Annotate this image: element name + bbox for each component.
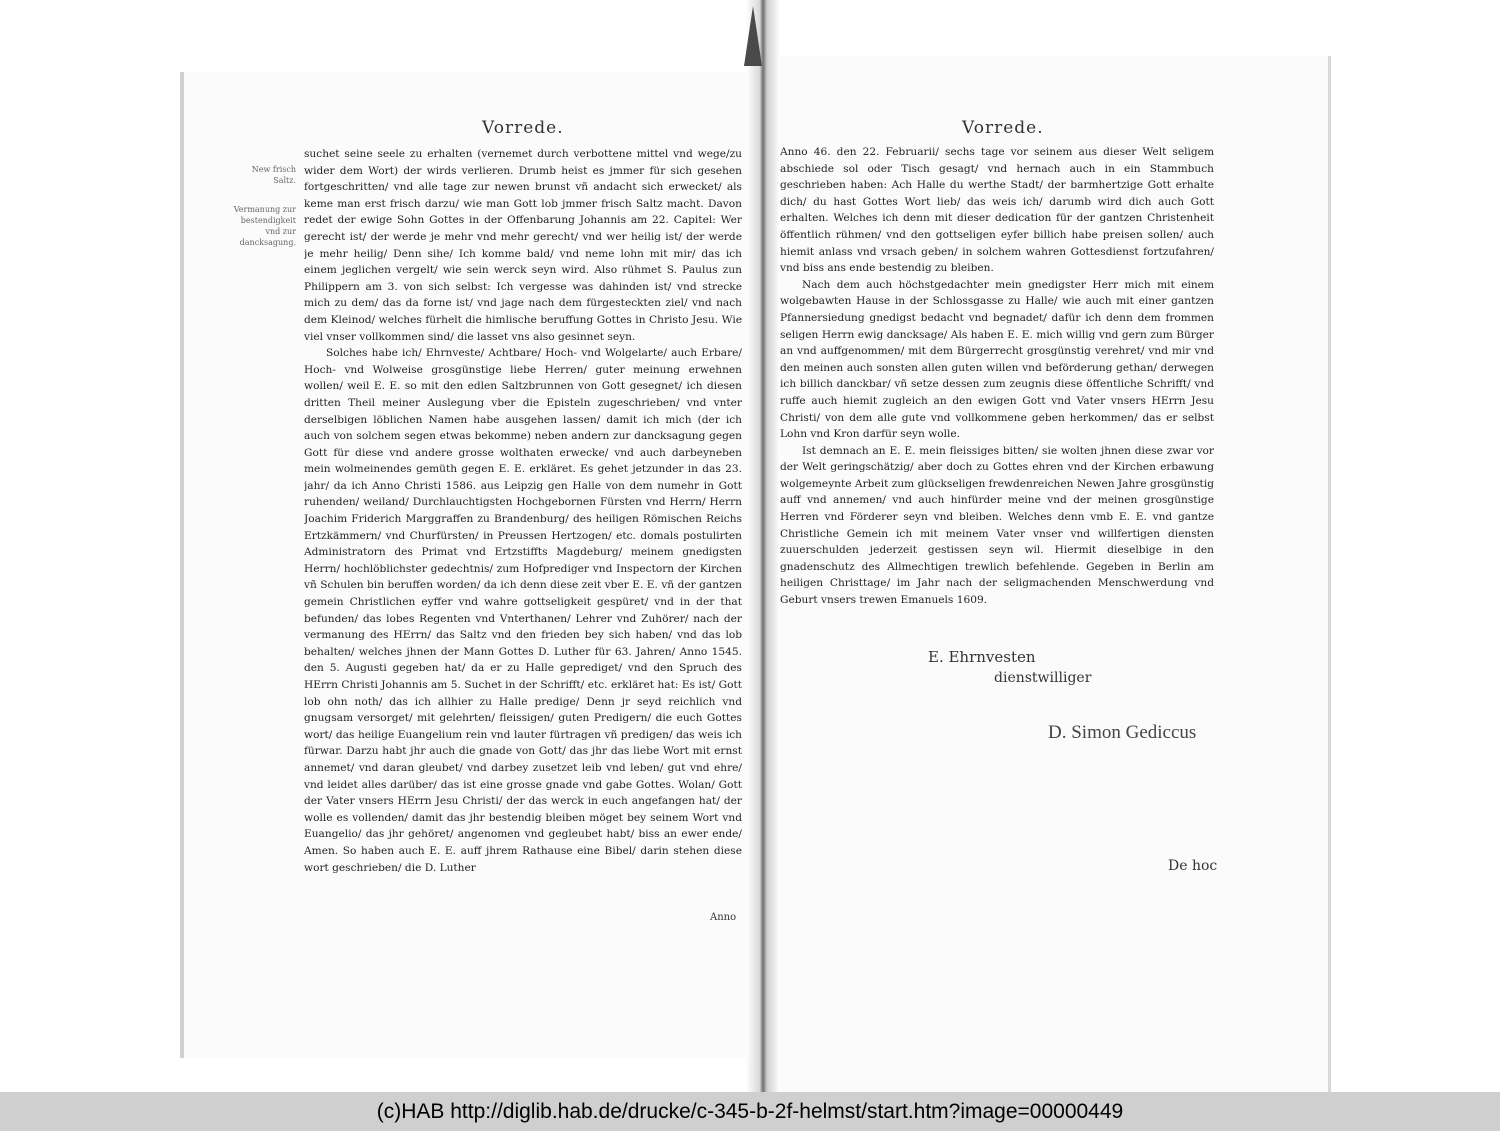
left-paragraph-1: suchet seine seele zu erhalten (vernemet durch verbottene mittel vnd wege/zu wider dem Wort) der wirds verlieren. Drumb heist es jmmer für sich gesehen fortgeschritten/ vnd alle tage zur newen brunst vñ andacht sich erwecket/ als keme man erst frisch darzu/ wie man Gott lob jmmer frisch Saltz macht. Davon redet der ewige Sohn Gottes in der Offenbarung Johannis am 22. Capitel: Wer gerecht ist/ der werde je mehr vnd mehr gerecht/ vnd wer heilig ist/ der werde je mehr heilig/ Denn sihe/ Ich komme bald/ vnd neme lohn mit mir/ das ich einem jeglichen vergelt/ wie sein werck seyn wird. Also rühmet S. Paulus zun Philippern am 3. von sich selbst: Ich vergesse was dahinden ist/ vnd strecke mich zu dem/ das da forne ist/ vnd jage nach dem fürgesteckten ziel/ vnd nach dem Kleinod/ welches fürhelt die himlische beruffung Gottes in Christo Jesu. Wie viel vnser vollkommen sind/ die lasset vns also gesinnet seyn. xyxy=(304,148,742,343)
author-signature: D. Simon Gediccus xyxy=(1048,722,1197,743)
right-paragraph-1: Anno 46. den 22. Februarii/ sechs tage vor seinem aus dieser Welt seligem abschiede sol oder Tisch gesagt/ vnd hernach auch in ein Stammbuch geschrieben haben: Ach Halle du werthe Stadt/ der barmhertzige Gott erhalte dich/ du hast Gottes Wort lieb/ das weis ich/ darumb wird dich auch Gott erhalten. Welches ich denn mit dieser dedication für der gantzen Christenheit öffentlich rühmen/ vnd den gottseligen eyfer billich habe preisen sollen/ auch hiemit anlass vnd vrsach geben/ in solchem wahren Gottesdienst fortzufahren/ vnd biss ans ende bestendig zu bleiben. xyxy=(780,146,1214,275)
left-running-head: Vorrede. xyxy=(482,118,564,138)
left-margin-notes xyxy=(232,164,296,266)
left-body-text xyxy=(304,146,742,936)
right-running-head: Vorrede. xyxy=(962,118,1044,138)
right-body-text xyxy=(780,144,1214,614)
book-gutter xyxy=(746,0,780,1092)
margin-note-salt: New frisch Saltz. xyxy=(251,165,296,185)
right-page xyxy=(780,56,1331,1096)
spine-tip xyxy=(744,6,762,66)
margin-note-admonition: Vermanung zur bestendigkeit vnd zur dancksagung. xyxy=(233,205,296,247)
source-footer: (c)HAB http://diglib.hab.de/drucke/c-345-b-2f-helmst/start.htm?image=00000449 xyxy=(0,1092,1500,1131)
closing-salutation: E. Ehrnvesten xyxy=(928,648,1036,666)
closing-servant: dienstwilliger xyxy=(994,670,1092,686)
left-catchword: Anno xyxy=(710,912,737,923)
left-paragraph-2: Solches habe ich/ Ehrnveste/ Achtbare/ Hoch- vnd Wolgelarte/ auch Erbare/ Hoch- vnd Wolweise grosgünstige liebe Herren/ guter meinung erwehnen wollen/ weil E. E. so mit den edlen Saltzbrunnen von Gott gesegnet/ ich diesen dritten Theil meiner Auslegung vber die Episteln zugeschrieben/ vnd vnter derselbigen löblichen Namen habe ausgehen lassen/ damit ich mich (der ich auch von solchem segen etwas bekomme) neben andern zur dancksagung gegen Gott für diese vnd andere grosse wolthaten erwecke/ vnd auch darbeyneben mein wolmeinendes gemüth gegen E. E. erkläret. Es gehet jetzunder in das 23. jahr/ da ich Anno Christi 1586. aus Leipzig gen Halle von dem numehr in Gott ruhenden/ weiland/ Durchlauchtigsten Hochgebornen Fürsten vnd Herrn/ Herrn Joachim Friderich Marggraffen zu Brandenburg/ des heiligen Römischen Reichs Ertzkämmern/ vnd Churfürsten/ in Preussen Hertzogen/ etc. domals postulirten Administratorn des Primat vnd Ertzstiffts Magdeburg/ meinem gnedigsten Herrn/ hochlöblichster gedechtnis/ zum Hofprediger vnd Inspectorn der Kirchen vñ Schulen bin beruffen worden/ da ich denn diese zeit vber E. E. vñ der gantzen gemein Christlichen eyffer vnd wahre gottseligkeit gespüret/ vnd in der that befunden/ das lobes Regenten vnd Vnterthanen/ Lehrer vnd Zuhörer/ nach der vermanung des HErrn/ das Saltz vnd den frieden bey sich haben/ vnd das lob behalten/ welches jhnen der Mann Gottes D. Luther für 63. Jahren/ Anno 1545. den 5. Augusti gegeben hat/ da er zu Halle geprediget/ vnd den Spruch des HErrn Christi Johannis am 5. Suchet in der Schrifft/ etc. erkläret hat: Es ist/ Gott lob ohn noth/ das ich allhier zu Halle predige/ Denn jr seyd reichlich vnd gnugsam versorget/ mit gelehrten/ fleissigen/ guten Predigern/ die euch Gottes wort/ das heilige Euangelium rein vnd lauter fürtragen vñ predigen/ das weis ich fürwar. Darzu habt jhr auch die gnade von Gott/ das jhr das liebe Wort mit ernst annemet/ vnd daran gleubet/ vnd darbey zusetzet leib vnd leben/ gut vnd ehre/ vnd leidet alles darüber/ das ist eine grosse gnade vnd gabe Gottes. Wolan/ Gott der Vater vnsers HErrn Jesu Christi/ der das werck in euch angefangen hat/ der wolle es vollenden/ damit das jhr bestendig bleiben möget bey seinem Wort vnd Euangelio/ das jhr gehöret/ angenomen vnd gegleubet habt/ biss an ewer ende/ Amen. So haben auch E. E. auff jhrem Rathause eine Bibel/ darin stehen diese wort geschrieben/ die D. Luther xyxy=(304,347,742,874)
right-paragraph-2: Nach dem auch höchstgedachter mein gnedigster Herr mich mit einem wolgebawten Hause in der Schlossgasse zu Halle/ wie auch mit einer gantzen Pfannersiedung gnedigst bedacht vnd begnadet/ dafür ich denn dem frommen seligen Herrn ewig dancksage/ Als haben E. E. mich willig vnd gern zum Bürger an vnd auffgenommen/ mit dem Bürgerrecht grosgünstig verehret/ vnd mir vnd den meinen auch sonsten allen guten willen vnd beförderung gethan/ derwegen ich billich danckbar/ vñ setze dessen zum zeugnis diese öffentliche Schrifft/ vnd ruffe auch hiemit zugleich an den ewigen Gott vnd Vater vnsers HErrn Jesu Christi/ von dem alle gute vnd vollkommene geben herkommen/ das er selbst Lohn vnd Kron darfür seyn wolle. xyxy=(780,278,1214,441)
left-page xyxy=(180,72,762,1058)
right-paragraph-3: Ist demnach an E. E. mein fleissiges bitten/ sie wolten jhnen diese zwar vor der Welt geringschätzig/ aber doch zu Gottes ehren vnd der Kirchen erbawung wolgemeynte Arbeit zum glückseligen frewdenreichen Newen Jahre grosgünstig auff vnd annemen/ vnd auch hinfürder meine vnd der meinen grosgünstige Herren vnd Förderer seyn vnd bleiben. Welches denn vmb E. E. vnd gantze Christliche Gemein ich mit meinem Vater vnser vnd willfertigen diensten zuuerschulden jederzeit gestissen seyn wil. Hiermit dieselbige in den gnadenschutz des Allmechtigen trewlich befehlende. Gegeben in Berlin am heiligen Christtage/ im Jahr nach der seligmachenden Menschwerdung vnd Geburt vnsers trewen Emanuels 1609. xyxy=(780,444,1214,607)
right-catchword: De hoc xyxy=(1168,858,1218,874)
